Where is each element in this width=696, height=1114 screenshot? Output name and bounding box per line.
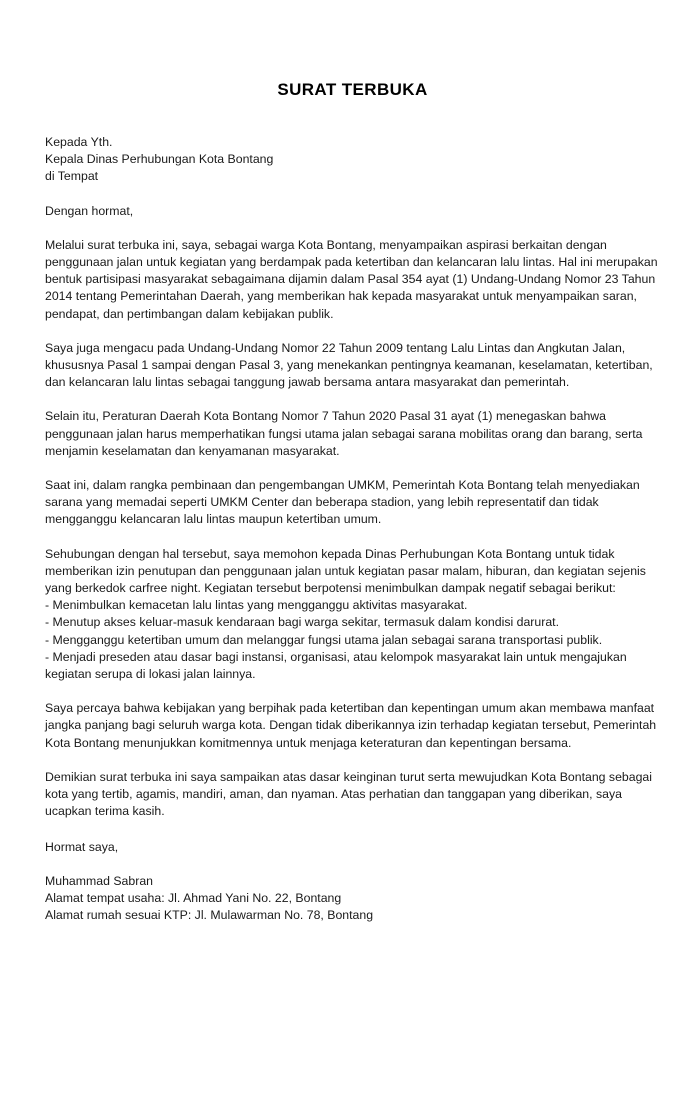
body-paragraph-5: Sehubungan dengan hal tersebut, saya memohon kepada Dinas Perhubungan Kota Bontang untuk tidak memberikan izin penutupan dan penggunaan jalan untuk kegiatan pasar malam, hiburan, dan kegiatan sejenis yang berkedok carfree night. Kegiatan tersebut berpotensi menimbulkan dampak negatif sebagai berikut: [45,546,646,596]
impact-list [45,597,660,683]
signer-name: Muhammad Sabran [45,873,153,888]
body-paragraph-4: Saat ini, dalam rangka pembinaan dan pengembangan UMKM, Pemerintah Kota Bontang telah menyediakan sarana yang memadai seperti UMKM Center dan beberapa stadion, yang lebih representatif dan tidak mengganggu kelancaran lalu lintas maupun ketertiban umum. [45,478,640,527]
list-item: - Mengganggu ketertiban umum dan melanggar fungsi utama jalan sebagai sarana transportasi publik. [45,632,603,647]
salutation: Dengan hormat, [45,203,134,218]
body-paragraph-6: Saya percaya bahwa kebijakan yang berpihak pada ketertiban dan kepentingan umum akan membawa manfaat jangka panjang bagi seluruh warga kota. Dengan tidak diberikannya izin terhadap kegiatan tersebut, Pemerintah Kota Bontang menunjukkan komitmennya untuk menjaga keteraturan dan kepentingan bersama. [45,701,657,750]
home-address: Alamat rumah sesuai KTP: Jl. Mulawarman No. 78, Bontang [45,908,374,923]
signature-block [45,873,660,925]
body-paragraph-3: Selain itu, Peraturan Daerah Kota Bontang Nomor 7 Tahun 2020 Pasal 31 ayat (1) menegaskan bahwa penggunaan jalan harus memperhatikan fungsi utama jalan sebagai sarana mobilitas orang dan barang, serta menjamin keselamatan dan kenyamanan masyarakat. [45,409,643,458]
list-item: - Menjadi preseden atau dasar bagi instansi, organisasi, atau kelompok masyarakat lain untuk mengajukan kegiatan serupa di lokasi jalan lainnya. [45,649,627,682]
body-paragraph-2: Saya juga mengacu pada Undang-Undang Nomor 22 Tahun 2009 tentang Lalu Lintas dan Angkutan Jalan, khususnya Pasal 1 sampai dengan Pasal 3, yang menekankan pentingnya keamanan, keselamatan, ketertiban, dan kelancaran lalu lintas sebagai tanggung jawab bersama antara masyarakat dan pemerintah. [45,340,653,390]
list-item: - Menimbulkan kemacetan lalu lintas yang mengganggu aktivitas masyarakat. [45,598,468,613]
closing-label: Hormat saya, [45,839,119,854]
page-title: SURAT TERBUKA [277,80,428,99]
list-item: - Menutup akses keluar-masuk kendaraan bagi warga sekitar, termasuk dalam kondisi darurat. [45,615,559,630]
body-paragraph-7: Demikian surat terbuka ini saya sampaikan atas dasar keinginan turut serta mewujudkan Kota Bontang sebagai kota yang tertib, agamis, mandiri, aman, dan nyaman. Atas perhatian dan tanggapan yang diberikan, saya ucapkan terima kasih. [45,769,652,819]
addressee-line-1: Kepada Yth. [45,135,113,149]
addressee-block [45,134,660,186]
business-address: Alamat tempat usaha: Jl. Ahmad Yani No. 22, Bontang [45,890,342,905]
addressee-line-2: Kepala Dinas Perhubungan Kota Bontang [45,152,274,167]
body-paragraph-1: Melalui surat terbuka ini, saya, sebagai warga Kota Bontang, menyampaikan aspirasi berkaitan dengan penggunaan jalan untuk kegiatan yang berdampak pada ketertiban dan kelancaran lalu lintas. Hal ini merupakan bentuk partisipasi masyarakat sebagaimana dijamin dalam Pasal 354 ayat (1) Undang-Undang Nomor 23 Tahun 2014 tentang Pemerintahan Daerah, yang memberikan hak kepada masyarakat untuk menyampaikan saran, pendapat, dan pertimbangan dalam kebijakan publik. [45,237,658,321]
addressee-line-3: di Tempat [45,169,99,184]
